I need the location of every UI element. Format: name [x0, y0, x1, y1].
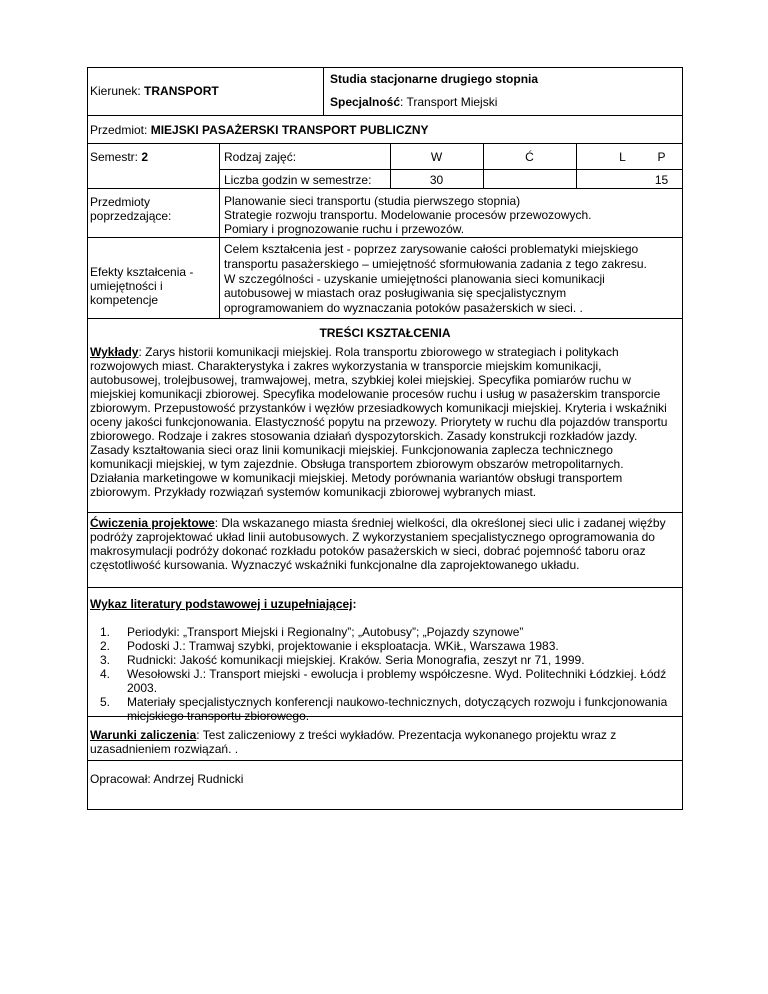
warunki-label: Warunki zaliczenia: [90, 728, 197, 742]
cwiczenia-text: : Dla wskazanego miasta średniej wielkości, dla określonej sieci ulic i zadanej więźby podróży zaprojektować układ linii autobusowych. Z wykorzystaniem specjalistycznego oprogramowania do makrosymulacji podróży dokonać rozkładu potoków pasażerskich w sieci, dobrać pojemność taboru oraz częstotliwość kursowania. Wyznaczyć wskaźniki funkcjonalne dla zaprojektowanego układu.: [90, 516, 666, 572]
tresci-title: TREŚCI KSZTAŁCENIA: [319, 326, 451, 340]
literatura-section: Wykaz literatury podstawowej i uzupełniającej: 1. Periodyki: „Transport Miejski i Regionalny”; „Autobusy”; „Pojazdy szynowe” 2. Podoski J.: Tramwaj szybki, projektowanie i eksploatacja. WKiŁ, Warszawa 1983. 3. Rudnicki: Jakość komunikacji miejskiej. Kraków. Seria Monografia, zeszyt nr 71, 1999. 4. Wesołowski J.: Transport miejski - ewolucja i problemy współczesne. Wyd. Politechniki Łódzkiej. Łódź 2003. 5. Materiały specjalistycznych konferencji naukowo-technicznych, dotyczących rozwoju i funkcjonowania miejskiego transportu zbiorowego.: [90, 597, 670, 723]
col-divider-labels: [219, 143, 220, 318]
przedmiot: Przedmiot: MIEJSKI PASAŻERSKI TRANSPORT PUBLICZNY: [90, 123, 429, 137]
row-divider-hours: [219, 169, 683, 170]
opracowal: Opracował: Andrzej Rudnicki: [90, 772, 244, 786]
wyklady-text: : Zarys historii komunikacji miejskiej. Rola transportu zbiorowego w strategiach i politykach rozwojowych miast. Charakterystyka i zakres wykorzystania w transporcie miejskim komunikacji, autobusowej, trolejbusowej, tramwajowej, metra, szybkiej kolei miejskiej. Specyfika pomiarów ruchu w miejskiej komunikacji zbiorowej. Specyfika modelowanie procesów ruchu i usług w pasażerskim transporcie zbiorowym. Przepustowość przystanków i węzłów przesiadkowych komunikacji miejskiej. Kryteria i wskaźniki oceny jakości funkcjonowania. Elastyczność popytu na przewozy. Priorytety w ruchu dla pojazdów transportu zbiorowego. Rodzaje i zakres stosowania działań dyspozytorskich. Zasady konstrukcji rozkładów jazdy. Zasady kształtowania sieci oraz linii komunikacji miejskiej. Funkcjonowania zaplecza technicznego komunikacji miejskiej, w tym zajezdnie. Obsługa transportem zbiorowym obszarów metropolitarnych. Działania marketingowe w komunikacji miejskiej. Metody porównania wariantów obsługi transportem zbiorowym. Przykłady rozwiązań systemów komunikacji zbiorowej wybranych miast.: [90, 345, 668, 499]
hours-p: 15: [654, 173, 669, 187]
row-divider-efekty: [87, 318, 683, 319]
column-p: P: [657, 150, 666, 164]
literatura-label: Wykaz literatury podstawowej i uzupełniającej: [90, 597, 353, 611]
list-item: 5. Materiały specjalistycznych konferencji naukowo-technicznych, dotyczących rozwoju i funkcjonowania miejskiego transportu zbiorowego.: [100, 695, 668, 723]
literatura-list: [90, 625, 670, 723]
list-item: 3. Rudnicki: Jakość komunikacji miejskiej. Kraków. Seria Monografia, zeszyt nr 71, 1999.: [100, 653, 585, 667]
row-divider-cwiczenia: [87, 587, 683, 588]
efekty-text: Celem kształcenia jest - poprzez zarysowanie całości problematyki miejskiego transportu pasażerskiego – umiejętność sformułowania zadania z tego zakresu. W szczególności - uzyskanie umiejętności planowania sieci komunikacji autobusowej w miastach oraz posługiwania się specjalistycznym oprogramowaniem do wyznaczania potoków pasażerskich w sieci. .: [224, 242, 647, 316]
rodzaj-zajec-label: Rodzaj zajęć:: [224, 150, 297, 164]
warunki-section: [90, 728, 670, 756]
column-l: L: [619, 150, 626, 164]
col-divider-header: [323, 67, 324, 115]
semestr: Semestr: 2: [90, 150, 149, 164]
warunki-text: : Test zaliczeniowy z treści wykładów. Prezentacja wykonanego projektu wraz z uzasadnieniem rozwiązań. .: [90, 728, 617, 756]
poprzedzajace-list: Planowanie sieci transportu (studia pierwszego stopnia) Strategie rozwoju transportu. Modelowanie procesów przewozowych. Pomiary i prognozowanie ruchu i przewozów.: [224, 194, 592, 236]
row-divider-wyklady: [87, 512, 683, 513]
wyklady-section: [90, 345, 670, 499]
hours-w: 30: [429, 173, 444, 187]
row-divider-header: [87, 115, 683, 116]
poprzedzajace-label: Przedmioty poprzedzające:: [90, 195, 172, 223]
efekty-label: Efekty kształcenia - umiejętności i kompetencje: [90, 265, 194, 307]
row-divider-warunki: [87, 760, 683, 761]
row-divider-przedmiot: [87, 143, 683, 144]
specjalnosc: Specjalność: Transport Miejski: [330, 95, 498, 109]
row-divider-semestr: [87, 188, 683, 189]
cwiczenia-section: [90, 516, 670, 572]
column-w: W: [430, 150, 443, 164]
list-item: 2. Podoski J.: Tramwaj szybki, projektowanie i eksploatacja. WKiŁ, Warszawa 1983.: [100, 639, 559, 653]
wyklady-label: Wykłady: [90, 345, 139, 359]
list-item: 4. Wesołowski J.: Transport miejski - ewolucja i problemy współczesne. Wyd. Politechniki Łódzkiej. Łódź 2003.: [100, 667, 667, 695]
liczba-godzin-label: Liczba godzin w semestrze:: [224, 173, 372, 187]
studia-type: Studia stacjonarne drugiego stopnia: [330, 72, 539, 86]
cwiczenia-label: Ćwiczenia projektowe: [90, 516, 215, 530]
column-c: Ć: [525, 150, 534, 164]
list-item: 1. Periodyki: „Transport Miejski i Regionalny”; „Autobusy”; „Pojazdy szynowe”: [100, 625, 524, 639]
kierunek: Kierunek: TRANSPORT: [90, 84, 219, 98]
row-divider-poprzedzajace: [87, 237, 683, 238]
